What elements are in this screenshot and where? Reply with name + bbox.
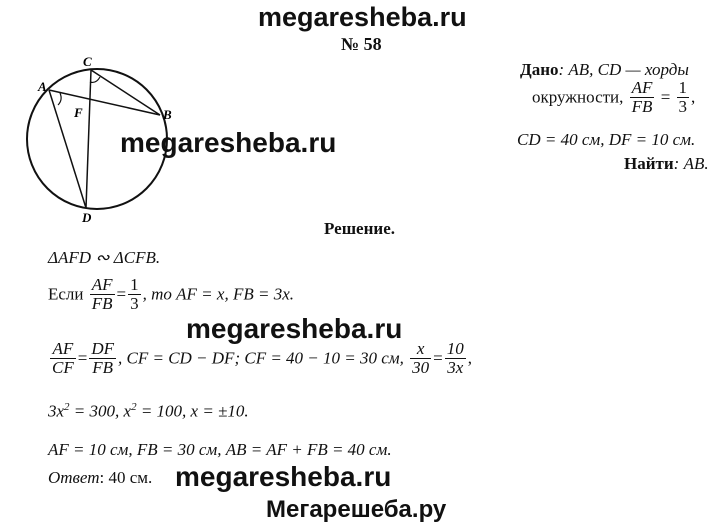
watermark-bottom: Мегарешеба.ру	[266, 496, 447, 523]
line3-fraction-2	[89, 340, 116, 377]
given-ratio-num: AF	[631, 78, 653, 97]
given-ratio-tail: ,	[691, 87, 696, 107]
label-f: F	[74, 105, 83, 120]
watermark-mid-2: megaresheba.ru	[186, 313, 403, 344]
label-a: A	[38, 79, 47, 94]
given-label: Дано	[520, 60, 559, 79]
line4-b: = 300, x	[69, 401, 132, 421]
find-text: : AB.	[673, 154, 709, 173]
line2-suffix: , то AF = x, FB = 3x.	[142, 284, 294, 304]
find-label: Найти	[624, 154, 674, 173]
given-value-num: 1	[678, 78, 688, 97]
find-line	[624, 154, 709, 174]
line4-sup1: 2	[64, 401, 70, 413]
given-line-2	[532, 79, 695, 116]
given-ratio-eq: =	[660, 87, 671, 107]
given-ratio-den: FB	[631, 96, 653, 116]
solution-line-1: ΔAFD ∾ ΔCFB.	[48, 248, 161, 267]
watermark-mid-1: megaresheba.ru	[120, 127, 337, 158]
line4-sup2: 2	[131, 401, 137, 413]
given-chords: : AB, CD — хорды	[558, 60, 689, 79]
given-line-3: CD = 40 см, DF = 10 см.	[517, 130, 696, 149]
line2-fraction-den: FB	[91, 293, 113, 313]
line3-tail: ,	[467, 348, 472, 368]
given-circle-word: окружности,	[532, 87, 624, 107]
solution-line-5: AF = 10 см, FB = 30 см, AB = AF + FB = 40 см.	[48, 440, 392, 459]
watermark-top: megaresheba.ru	[258, 2, 467, 32]
line3-f2-den: FB	[92, 357, 114, 377]
line3-f3-num: x	[410, 340, 431, 359]
label-d: D	[82, 210, 92, 225]
line4-c: = 100, x = ±10.	[136, 401, 249, 421]
solution-line-2	[48, 276, 294, 313]
given-ratio-value	[677, 79, 690, 116]
angle-mark-c	[90, 77, 100, 82]
line3-f4-den: 3x	[447, 357, 464, 377]
problem-number: № 58	[341, 34, 382, 54]
line3-f1-den: CF	[52, 357, 74, 377]
given-ratio-fraction	[630, 79, 655, 116]
line2-eq: =	[116, 284, 127, 304]
answer-line	[48, 468, 152, 488]
line2-value	[128, 276, 141, 313]
given-value-den: 3	[678, 96, 688, 116]
line3-fraction-1	[50, 340, 76, 377]
line3-f2-num: DF	[91, 339, 114, 358]
line2-value-num: 1	[130, 275, 139, 294]
label-b: B	[163, 107, 172, 122]
solution-line-3	[48, 340, 472, 377]
line3-f4-num: 10	[446, 339, 464, 358]
line3-eq2: =	[433, 348, 443, 368]
line2-value-den: 3	[130, 293, 139, 313]
answer-text: : 40 см.	[99, 468, 153, 487]
given-line-1	[520, 60, 689, 80]
line2-fraction-num: AF	[91, 275, 113, 294]
label-c: C	[83, 55, 92, 69]
chord-ab	[49, 90, 160, 115]
solution-line-4	[48, 401, 249, 422]
angle-mark-a	[58, 93, 61, 105]
watermark-answer: megaresheba.ru	[175, 461, 392, 492]
line3-f3-den: 30	[412, 357, 430, 377]
line3-f1-num: AF	[50, 340, 76, 359]
line3-fraction-3	[410, 340, 431, 377]
line3-eq: =	[77, 348, 88, 368]
line4-a: 3x	[48, 401, 65, 421]
line2-fraction	[90, 276, 115, 313]
answer-label: Ответ	[48, 468, 100, 487]
if-word: Если	[48, 284, 84, 304]
line3-fraction-4	[445, 340, 466, 377]
chord-cd	[86, 70, 91, 208]
line3-middle: , CF = CD − DF; CF = 40 − 10 = 30 см,	[118, 348, 404, 368]
solution-title: Решение.	[324, 219, 395, 238]
